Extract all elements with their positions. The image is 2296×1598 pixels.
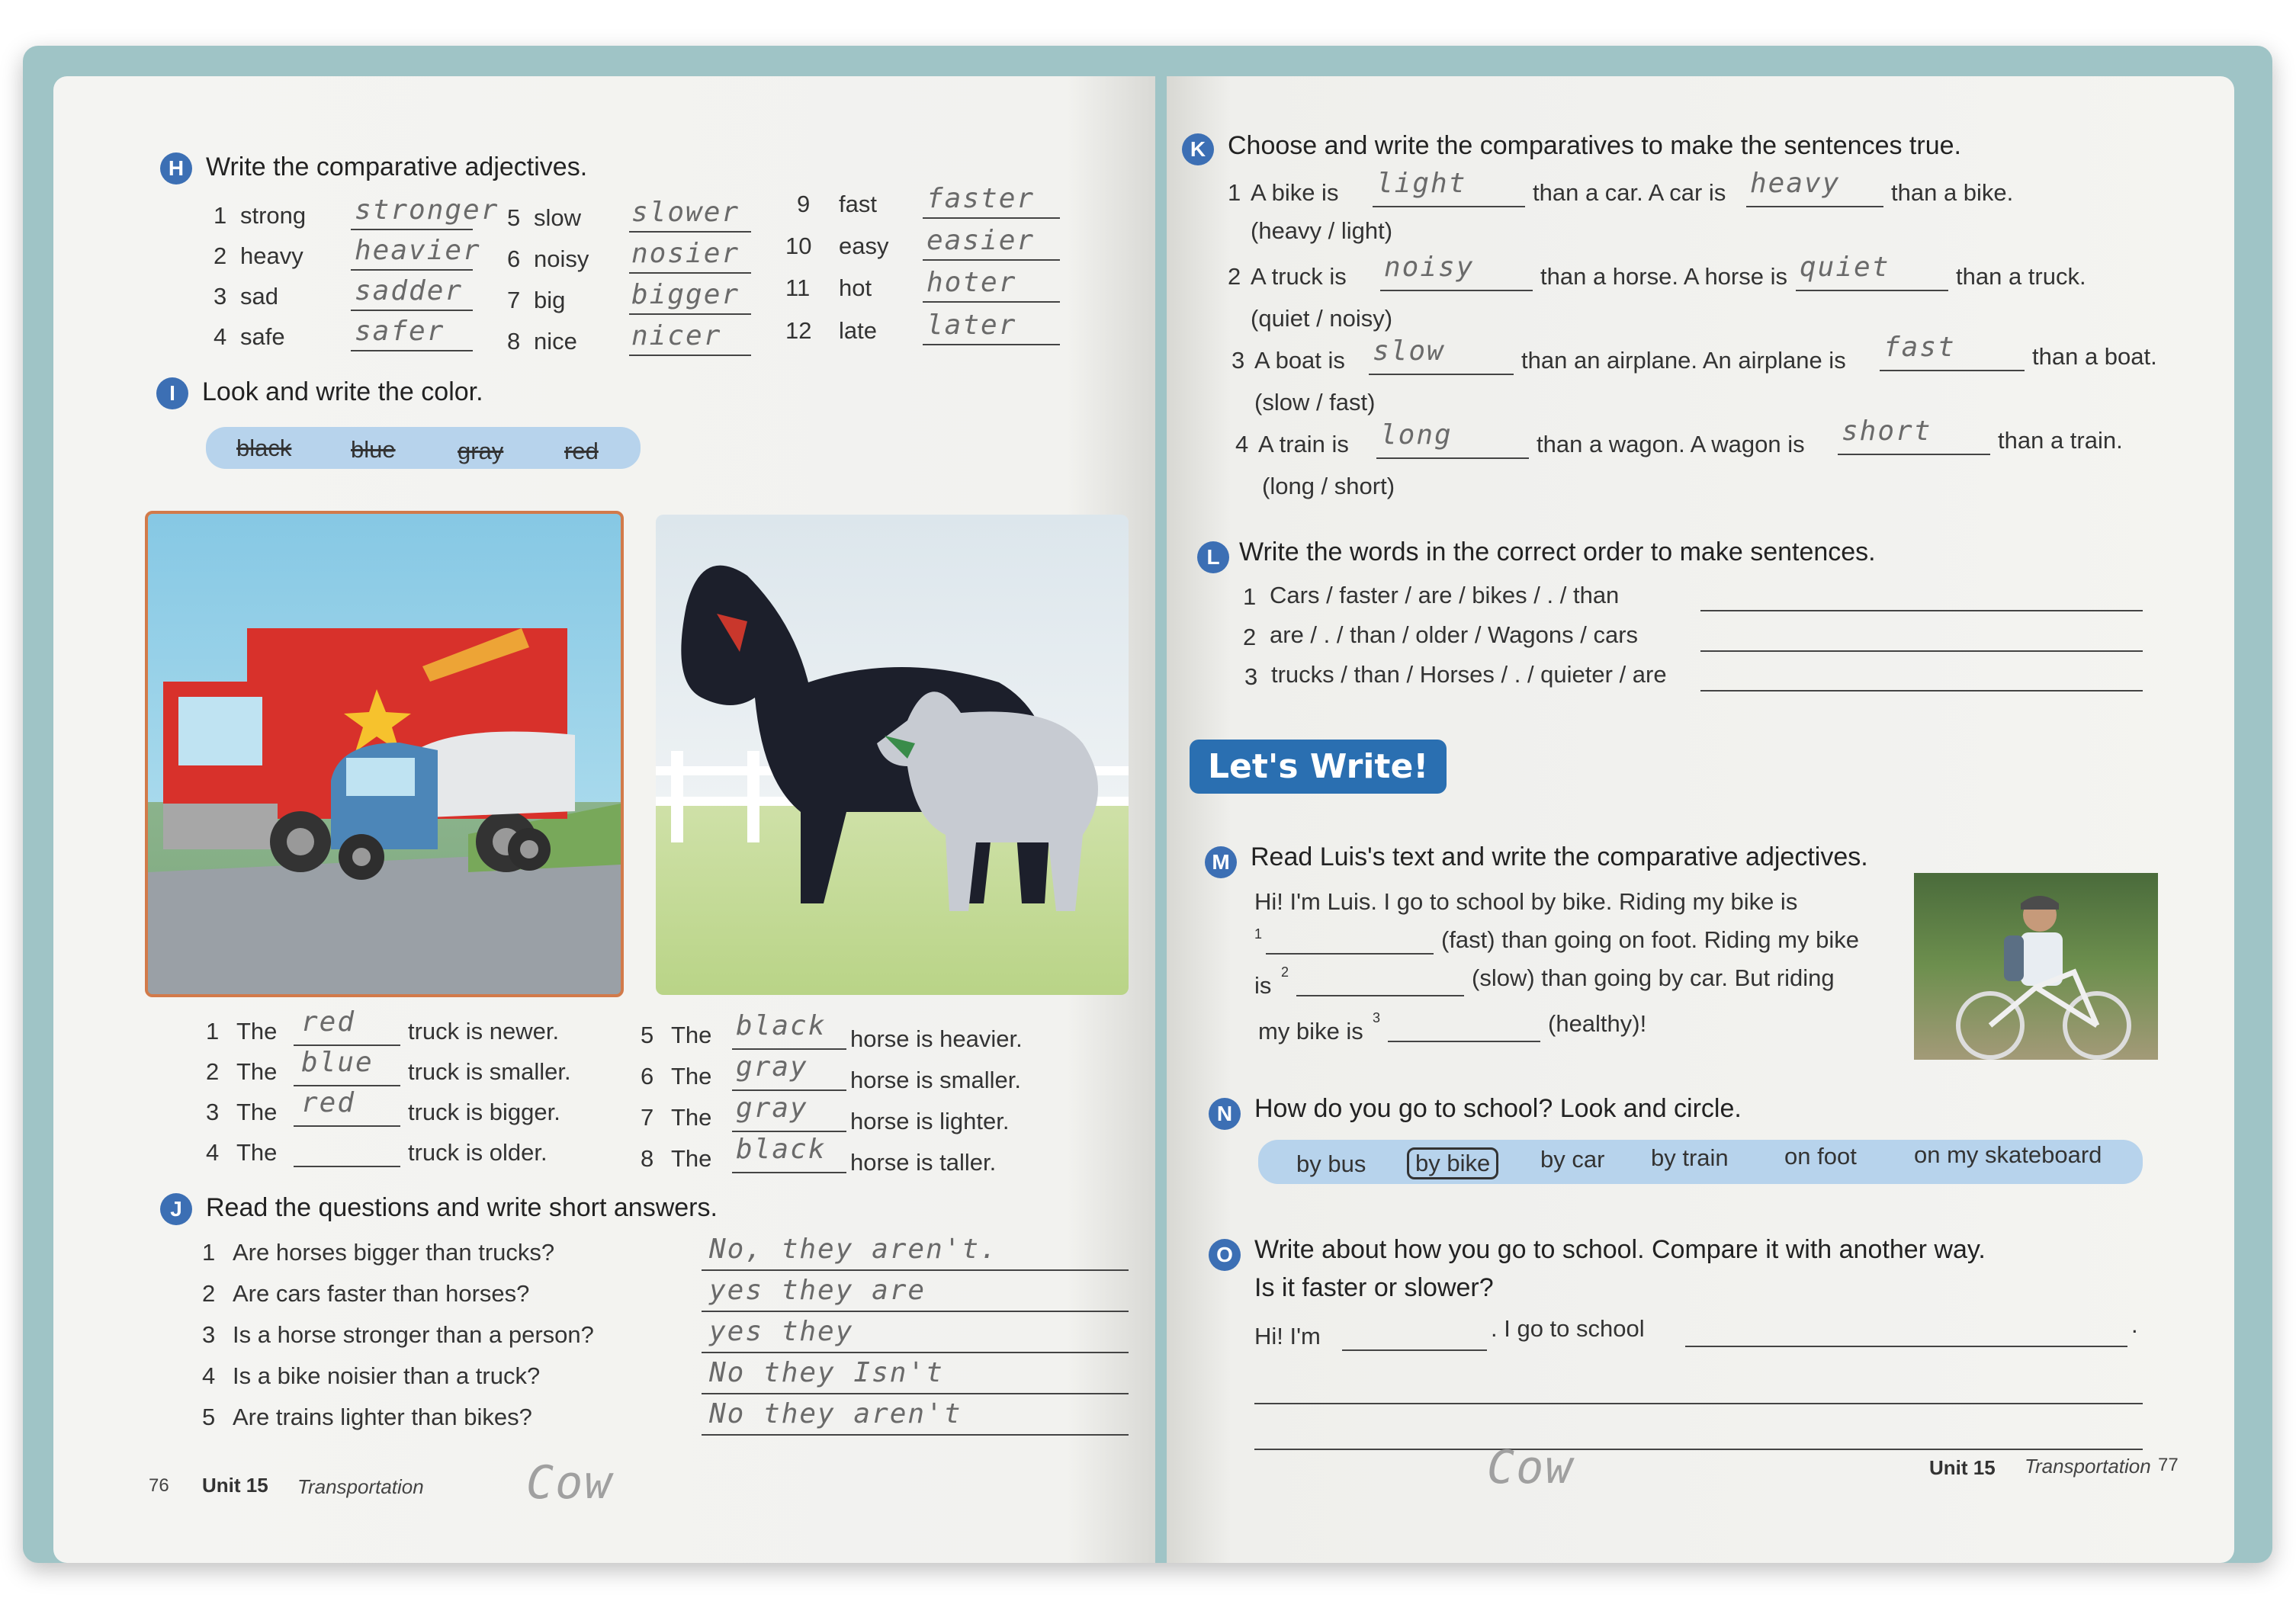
h-item-number: 1: [214, 202, 227, 229]
k-text: than a horse. A horse is: [1540, 263, 1787, 290]
i-num: 6: [641, 1063, 654, 1089]
k-text: than a truck.: [1956, 263, 2086, 290]
j-num: 5: [202, 1404, 216, 1430]
k-num: 2: [1228, 263, 1241, 290]
i-handwritten-answer: blue: [301, 1047, 374, 1078]
footnote-1: 1: [1254, 926, 1263, 942]
k-text: than an airplane. An airplane is: [1521, 347, 1846, 374]
luis-bike-photo: [1914, 873, 2158, 1060]
k-handwritten-answer: quiet: [1800, 252, 1890, 283]
h-handwritten-answer: faster: [926, 183, 1036, 214]
luis-line-4-pre: my bike is: [1258, 1018, 1363, 1044]
h-item-number: 2: [214, 242, 227, 269]
h-item-number: 4: [214, 323, 227, 350]
color-word-bank: [206, 427, 641, 469]
h-item-number: 10: [785, 233, 812, 259]
k-options: (heavy / light): [1251, 217, 1393, 244]
topic-label-left: Transportation: [297, 1475, 424, 1498]
luis-bike-drawing: [1914, 873, 2158, 1060]
h-item-number: 5: [507, 204, 521, 231]
i-pre: The: [236, 1099, 278, 1125]
o-writing-line-1[interactable]: [1254, 1372, 2143, 1404]
i-post: truck is newer.: [408, 1018, 560, 1044]
section-j-badge: J: [160, 1193, 192, 1225]
h-handwritten-answer: easier: [926, 225, 1036, 256]
h-handwritten-answer: heavier: [355, 235, 481, 266]
section-l-badge: L: [1197, 541, 1229, 573]
o-end-text: .: [2131, 1311, 2138, 1338]
j-handwritten-answer: yes they are: [709, 1275, 926, 1306]
k-options: (long / short): [1262, 473, 1395, 499]
k-options: (slow / fast): [1254, 389, 1376, 416]
h-item-word: noisy: [534, 245, 589, 272]
k-handwritten-answer: heavy: [1750, 168, 1841, 199]
i-num: 7: [641, 1104, 654, 1131]
i-pre: The: [671, 1022, 712, 1048]
k-num: 4: [1235, 431, 1249, 457]
section-l-title: Write the words in the correct order to make sentences.: [1239, 537, 1876, 566]
l-answer-field[interactable]: [1700, 620, 2143, 652]
section-i-badge: I: [156, 377, 188, 409]
luis-line-3-pre: is: [1254, 972, 1272, 999]
o-start-text: Hi! I'm: [1254, 1323, 1321, 1349]
h-item-word: safe: [240, 323, 285, 350]
pencil-scribble: Cow: [526, 1456, 614, 1510]
i-post: horse is lighter.: [850, 1108, 1010, 1134]
i-num: 5: [641, 1022, 654, 1048]
pencil-scribble-right: Cow: [1487, 1441, 1575, 1494]
transport-options: [1258, 1140, 2143, 1184]
h-item-word: sad: [240, 283, 278, 310]
j-question: Are trains lighter than bikes?: [233, 1404, 532, 1430]
trucks-illustration: [145, 511, 624, 997]
j-question: Are cars faster than horses?: [233, 1280, 530, 1307]
h-handwritten-answer: later: [926, 310, 1017, 341]
k-text: A train is: [1258, 431, 1349, 457]
l-num: 2: [1243, 624, 1257, 650]
o-name-field[interactable]: [1342, 1319, 1487, 1351]
k-text: A bike is: [1251, 179, 1339, 206]
h-item-word: fast: [839, 191, 877, 217]
unit-label-right: Unit 15: [1929, 1456, 1996, 1479]
option-by-car[interactable]: by car: [1540, 1146, 1605, 1173]
k-handwritten-answer: fast: [1883, 332, 1956, 363]
section-h-title: Write the comparative adjectives.: [206, 152, 588, 181]
section-m-badge: M: [1205, 846, 1237, 878]
section-n-title: How do you go to school? Look and circle.: [1254, 1094, 1742, 1123]
unit-label-left: Unit 15: [202, 1474, 268, 1497]
i-post: horse is heavier.: [850, 1025, 1023, 1052]
h-item-word: heavy: [240, 242, 303, 269]
i-handwritten-answer: black: [736, 1010, 827, 1041]
h-handwritten-answer: safer: [355, 316, 445, 347]
section-n-badge: N: [1209, 1098, 1241, 1130]
section-k-title: Choose and write the comparatives to make the sentences true.: [1228, 131, 1961, 160]
h-item-word: big: [534, 287, 566, 313]
h-item-word: late: [839, 317, 877, 344]
h-item-word: nice: [534, 328, 577, 355]
k-text: than a wagon. A wagon is: [1537, 431, 1805, 457]
topic-label-right: Transportation: [2025, 1455, 2151, 1478]
h-handwritten-answer: slower: [631, 197, 740, 228]
h-item-number: 7: [507, 287, 521, 313]
h-handwritten-answer: stronger: [355, 194, 499, 226]
j-question: Is a horse stronger than a person?: [233, 1321, 594, 1348]
section-h-badge: H: [160, 152, 192, 185]
word-bank-blue: blue: [351, 436, 396, 463]
h-item-word: hot: [839, 274, 872, 301]
j-handwritten-answer: No, they aren't.: [709, 1234, 998, 1265]
page-number-right: 77: [2158, 1455, 2179, 1475]
o-mid-text: . I go to school: [1491, 1315, 1645, 1342]
h-handwritten-answer: hoter: [926, 267, 1017, 298]
o-school-field[interactable]: [1685, 1315, 2127, 1347]
h-handwritten-answer: sadder: [355, 275, 464, 306]
i-answer-field[interactable]: [294, 1135, 400, 1167]
h-handwritten-answer: nicer: [631, 320, 722, 351]
j-question: Are horses bigger than trucks?: [233, 1239, 555, 1266]
option-by-bike[interactable]: by bike: [1407, 1147, 1498, 1179]
option-on-my-skateboard[interactable]: on my skateboard: [1914, 1141, 2102, 1168]
j-handwritten-answer: No they aren't: [709, 1398, 962, 1430]
i-post: horse is taller.: [850, 1149, 997, 1176]
j-num: 4: [202, 1362, 216, 1389]
k-options: (quiet / noisy): [1251, 305, 1393, 332]
luis-blank-1[interactable]: [1266, 923, 1434, 955]
footnote-2: 2: [1281, 964, 1289, 980]
l-scrambled-words: are / . / than / older / Wagons / cars: [1270, 621, 1639, 648]
word-bank-red: red: [564, 438, 599, 464]
k-handwritten-answer: slow: [1373, 335, 1445, 367]
i-pre: The: [671, 1145, 712, 1172]
k-handwritten-answer: light: [1376, 168, 1467, 199]
i-num: 2: [206, 1058, 220, 1085]
i-num: 3: [206, 1099, 220, 1125]
l-scrambled-words: trucks / than / Horses / . / quieter / are: [1271, 661, 1667, 688]
i-pre: The: [236, 1139, 278, 1166]
i-pre: The: [671, 1104, 712, 1131]
k-text: A boat is: [1254, 347, 1345, 374]
word-bank-black: black: [236, 435, 292, 461]
h-item-number: 12: [785, 317, 812, 344]
horses-drawing: [656, 515, 1129, 995]
h-item-word: strong: [240, 202, 307, 229]
l-answer-field[interactable]: [1700, 659, 2143, 692]
right-page: [1167, 76, 2234, 1563]
word-bank-gray: gray: [458, 438, 504, 464]
section-o-badge: O: [1209, 1239, 1241, 1271]
k-handwritten-answer: short: [1842, 416, 1932, 447]
i-post: truck is smaller.: [408, 1058, 571, 1085]
option-by-bus[interactable]: by bus: [1296, 1150, 1366, 1177]
k-text: than a train.: [1998, 427, 2123, 454]
i-handwritten-answer: red: [301, 1087, 356, 1118]
k-handwritten-answer: long: [1380, 419, 1453, 451]
j-question: Is a bike noisier than a truck?: [233, 1362, 541, 1389]
i-pre: The: [236, 1018, 278, 1044]
l-scrambled-words: Cars / faster / are / bikes / . / than: [1270, 582, 1620, 608]
k-text: A truck is: [1251, 263, 1347, 290]
i-post: truck is bigger.: [408, 1099, 560, 1125]
section-i-title: Look and write the color.: [202, 377, 483, 406]
l-num: 3: [1244, 663, 1258, 690]
section-o-subtitle: Is it faster or slower?: [1254, 1273, 1494, 1302]
trucks-drawing: [148, 514, 621, 994]
i-handwritten-answer: gray: [736, 1051, 808, 1083]
h-item-number: 8: [507, 328, 521, 355]
i-post: horse is smaller.: [850, 1067, 1021, 1093]
h-item-number: 9: [797, 191, 811, 217]
k-text: than a bike.: [1891, 179, 2014, 206]
page-number-left: 76: [149, 1475, 169, 1496]
k-text: than a boat.: [2032, 343, 2157, 370]
luis-line-4: (healthy)!: [1548, 1010, 1647, 1037]
k-handwritten-answer: noisy: [1384, 252, 1475, 283]
h-handwritten-answer: bigger: [631, 279, 740, 310]
j-handwritten-answer: No they Isn't: [709, 1357, 944, 1388]
i-post: truck is older.: [408, 1139, 548, 1166]
i-num: 1: [206, 1018, 220, 1044]
k-num: 1: [1228, 179, 1241, 206]
o-writing-line-2[interactable]: [1254, 1418, 2143, 1450]
i-num: 8: [641, 1145, 654, 1172]
h-item-word: slow: [534, 204, 582, 231]
i-handwritten-answer: red: [301, 1006, 356, 1038]
workbook: [23, 46, 2272, 1563]
k-text: than a car. A car is: [1533, 179, 1726, 206]
i-pre: The: [236, 1058, 278, 1085]
option-on-foot[interactable]: on foot: [1784, 1143, 1857, 1170]
j-num: 2: [202, 1280, 216, 1307]
luis-line-3: (slow) than going by car. But riding: [1472, 964, 1835, 991]
section-j-title: Read the questions and write short answers.: [206, 1193, 718, 1222]
section-m-title: Read Luis's text and write the comparative adjectives.: [1251, 842, 1868, 871]
i-handwritten-answer: gray: [736, 1093, 808, 1124]
j-handwritten-answer: yes they: [709, 1316, 854, 1347]
i-handwritten-answer: black: [736, 1134, 827, 1165]
j-num: 3: [202, 1321, 216, 1348]
h-handwritten-answer: nosier: [631, 238, 740, 269]
left-page: [53, 76, 1155, 1563]
luis-line-2: (fast) than going on foot. Riding my bike: [1441, 926, 1859, 953]
luis-line-1: Hi! I'm Luis. I go to school by bike. Riding my bike is: [1254, 888, 1798, 915]
l-answer-field[interactable]: [1700, 579, 2143, 611]
lets-write-banner: Let's Write!: [1190, 740, 1447, 794]
footnote-3: 3: [1373, 1010, 1381, 1025]
l-num: 1: [1243, 583, 1257, 610]
luis-blank-3[interactable]: [1388, 1010, 1540, 1042]
h-item-number: 3: [214, 283, 227, 310]
luis-blank-2[interactable]: [1296, 964, 1464, 996]
section-k-badge: K: [1182, 133, 1214, 165]
h-item-number: 6: [507, 245, 521, 272]
h-item-word: easy: [839, 233, 889, 259]
j-num: 1: [202, 1239, 216, 1266]
option-by-train[interactable]: by train: [1651, 1144, 1729, 1171]
i-pre: The: [671, 1063, 712, 1089]
horses-illustration: [656, 515, 1129, 995]
k-num: 3: [1231, 347, 1245, 374]
i-num: 4: [206, 1139, 220, 1166]
h-item-number: 11: [785, 274, 811, 301]
section-o-title: Write about how you go to school. Compare it with another way.: [1254, 1235, 1986, 1264]
